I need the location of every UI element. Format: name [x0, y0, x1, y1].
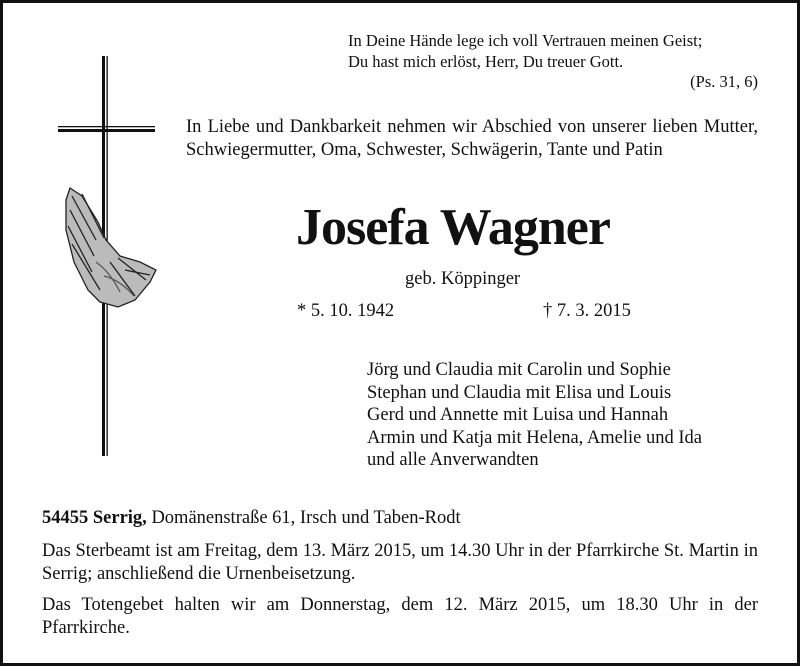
verse-line: Du hast mich erlöst, Herr, Du treuer Gott. — [348, 52, 624, 71]
service-info: Das Sterbeamt ist am Freitag, dem 13. März 2015, um 14.30 Uhr in der Pfarrkirche St. Martin in Serrig; anschließend die Urnenbeisetzung. — [42, 541, 758, 584]
maiden-name: geb. Köppinger — [405, 269, 521, 289]
verse-reference: (Ps. 31, 6) — [690, 72, 758, 91]
family-member: Gerd und Annette mit Luisa und Hannah — [367, 405, 669, 425]
family-member: Stephan und Claudia mit Elisa und Louis — [367, 382, 672, 403]
family-member: und alle Anverwandten — [367, 450, 539, 470]
address — [42, 507, 461, 529]
address-place: 54455 Serrig, — [42, 508, 147, 528]
prayer-info: Das Totengebet halten wir am Donnerstag, dem 12. März 2015, um 18.30 Uhr in der Pfarrkirche. — [42, 595, 758, 638]
death-date: † 7. 3. 2015 — [543, 301, 631, 321]
bible-verse — [348, 30, 702, 72]
praying-hands-icon — [66, 188, 156, 307]
family-member: Armin und Katja mit Helena, Amelie und Ida — [367, 427, 702, 448]
intro-text: In Liebe und Dankbarkeit nehmen wir Abschied von unserer lieben Mutter, Schwiegermutter, Oma, Schwester, Schwägerin, Tante und Patin — [186, 117, 758, 160]
deceased-name: Josefa Wagner — [296, 199, 610, 256]
family-member: Jörg und Claudia mit Carolin und Sophie — [367, 360, 671, 380]
verse-line: In Deine Hände lege ich voll Vertrauen meinen Geist; — [348, 31, 703, 50]
address-street: Domänenstraße 61, Irsch und Taben-Rodt — [146, 508, 461, 528]
birth-date: * 5. 10. 1942 — [297, 301, 395, 321]
family-list — [367, 359, 702, 472]
